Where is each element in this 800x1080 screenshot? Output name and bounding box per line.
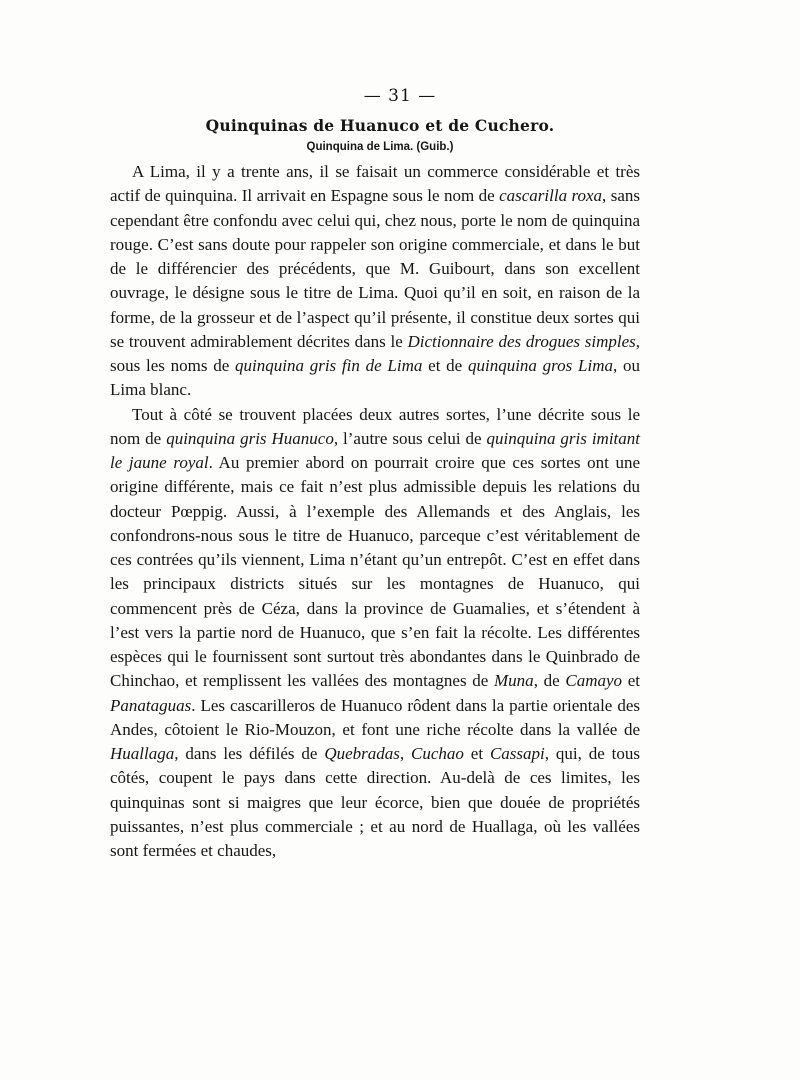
paragraph-1 (110, 160, 640, 403)
text-run: , dans les défilés de (174, 744, 325, 763)
text-run: , ou Lima blanc. (110, 356, 640, 400)
text-run: . Les cascarilleros de Huanuco rôdent dans la partie orientale des Andes, côtoient le Rio-Mouzon, et font une riche récolte dans la vallée de (110, 695, 640, 739)
section-title: Quinquinas de Huanuco et de Cuchero. (205, 116, 555, 135)
italic-run: quinquina gris imitant le jaune royal (110, 428, 640, 472)
text-run: , qui, de tous côtés, coupent le pays dans cette direction. Au-delà de ces limites, les quinquinas sont si maigres que leur écorce, bien que douée de propriétés puissantes, n’est plus commerciale ; et au nord de Huallaga, où les vallées sont fermées et chaudes, (110, 744, 641, 860)
italic-run: quinquina gris Huanuco (166, 428, 334, 448)
italic-run: Dictionnaire des drogues simples (407, 331, 636, 351)
text-run: et (463, 744, 490, 763)
text-run: et de (422, 356, 468, 375)
page-number: — 31 — (363, 86, 437, 106)
italic-run: quinquina gros Lima (467, 356, 613, 375)
italic-run: Muna (494, 671, 534, 691)
text-run: , sans cependant être confondu avec celui qui, chez nous, porte le nom de quinquina rouge. C’est sans doute pour rappeler son origine commerciale, et dans le but de le différencier des précédents, que M. Guibourt, dans son excellent ouvrage, le désigne sous le titre de Lima. Quoi qu’il en soit, en raison de la forme, de la grosseur et de l’aspect qu’il présente, il constitue deux sortes qui se trouvent admirablement décrites dans le (110, 186, 640, 351)
italic-run: Panataguas (110, 695, 192, 715)
italic-run: Cassapi (489, 744, 545, 763)
paragraph-2 (110, 403, 640, 864)
text-run: , (399, 744, 412, 763)
body-text (110, 160, 640, 863)
italic-run: Camayo (565, 671, 623, 691)
italic-run: Cuchao (411, 744, 464, 763)
text-run: . Au premier abord on pourrait croire que ces sortes ont une origine différente, mais ce fait n’est plus admissible depuis les relations du docteur Pœppig. Aussi, à l’exemple des Allemands et des Anglais, les confondrons-nous sous le titre de Huanuco, parceque c’est véritablement de ces contrées qu’ils viennent, Lima n’étant qu’un entrepôt. C’est en effet dans les principaux districts situés sur les montagnes de Huanuco, qui commencent près de Céza, dans la province de Guamalies, et s’étendent à l’est vers la partie nord de Huanuco, que s’en fait la récolte. Les différentes espèces qui le fournissent sont surtout très abondantes dans le Quinbrado de Chinchao, et remplissent les vallées des montagnes de (110, 453, 640, 691)
text-run: , sous les noms de (110, 331, 640, 375)
text-run: , de (533, 671, 566, 691)
text-run: , l’autre sous celui de (333, 428, 487, 448)
italic-run: Huallaga (110, 744, 175, 763)
italic-run: quinquina gris fin de Lima (235, 356, 423, 375)
italic-run: cascarilla roxa (499, 186, 603, 206)
text-run: et (622, 671, 641, 691)
text-run: A Lima, il y a trente ans, il se faisait un commerce considérable et très actif de quinquina. Il arrivait en Espagne sous le nom de (110, 162, 640, 206)
section-subtitle: Quinquina de Lima. (Guib.) (306, 141, 454, 153)
text-run: Tout à côté se trouvent placées deux autres sortes, l’une décrite sous le nom de (110, 404, 640, 448)
italic-run: Quebradas (324, 744, 400, 763)
